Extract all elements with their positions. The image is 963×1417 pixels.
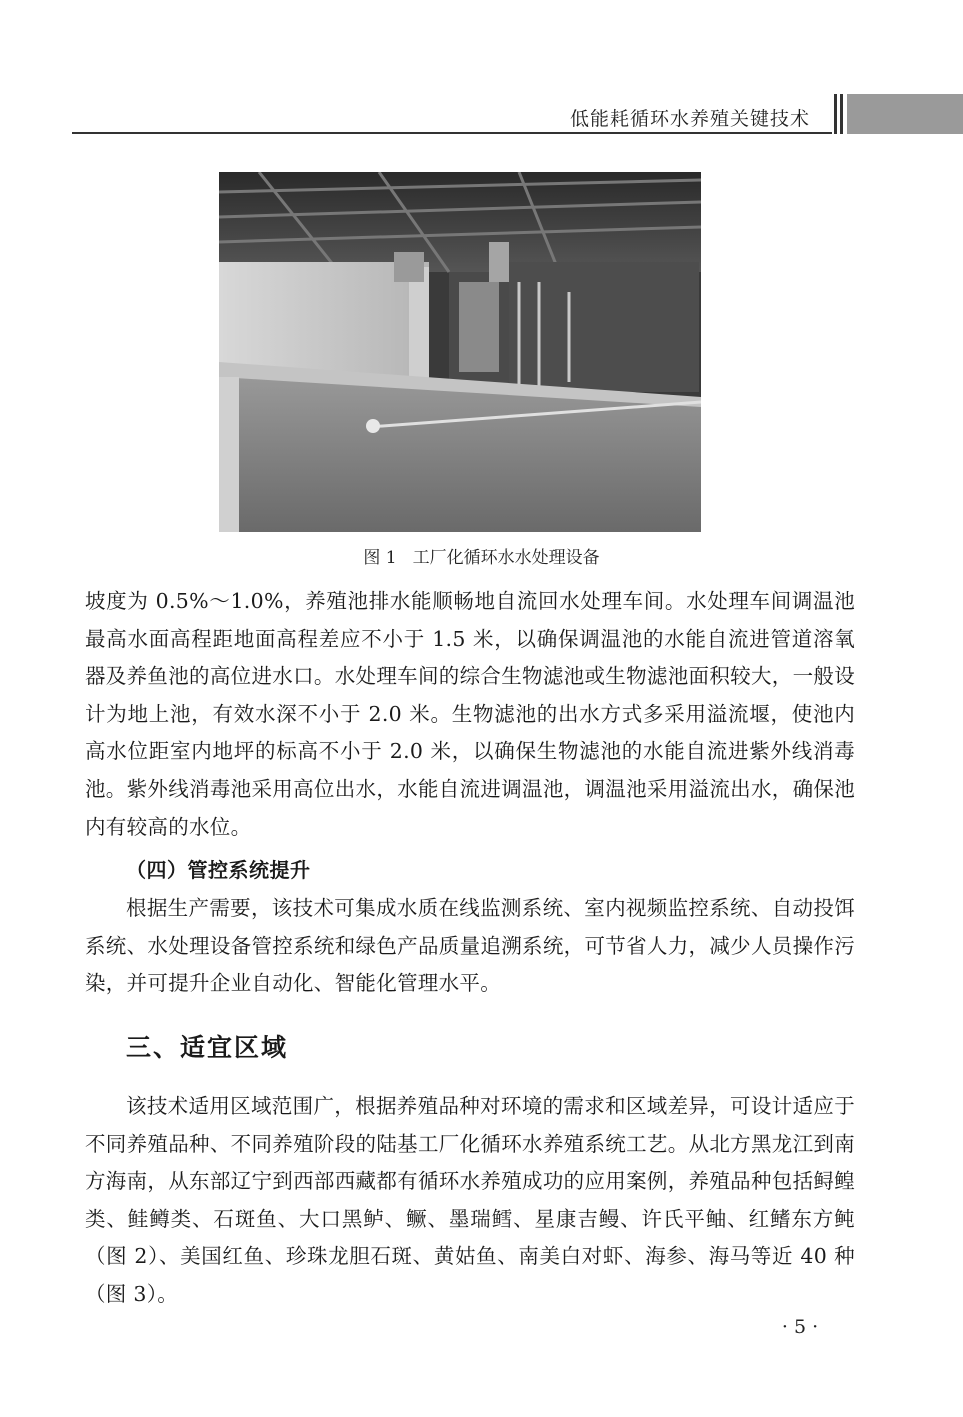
figure-number: 图 1 [363, 548, 397, 568]
header-decor-line [840, 94, 843, 134]
figure-caption [0, 543, 963, 568]
running-header-title: 低能耗循环水养殖关键技术 [569, 108, 810, 130]
paragraph-control-system: 根据生产需要，该技术可集成水质在线监测系统、室内视频监控系统、自动投饵系统、水处理设备管控系统和绿色产品质量追溯系统，可节省人力，减少人员操作污染，并可提升企业自动化、智能化管理水平。 [85, 896, 855, 996]
page-number: · 5 · [781, 1316, 819, 1338]
header-rule [72, 132, 832, 134]
header-decor-bar [847, 94, 963, 134]
paragraph-suitable-regions: 该技术适用区域范围广，根据养殖品种对环境的需求和区域差异，可设计适应于不同养殖品种、不同养殖阶段的陆基工厂化循环水养殖系统工艺。从北方黑龙江到南方海南，从东部辽宁到西部西藏都有循环水养殖成功的应用案例，养殖品种包括鲟鳇类、鲑鳟类、石斑鱼、大口黑鲈、鳜、墨瑞鳕、星康吉鳗、许氏平鲉、红鳍东方鲀（图 2）、美国红鱼、珍珠龙胆石斑、黄姑鱼、南美白对虾、海参、海马等近 40 种（图 3）。 [85, 1094, 855, 1306]
header-decor-line [834, 94, 837, 134]
figure-caption-text: 工厂化循环水水处理设备 [412, 548, 600, 568]
paragraph-drainage: 坡度为 0.5%～1.0%，养殖池排水能顺畅地自流回水处理车间。水处理车间调温池最高水面高程距地面高程差应不小于 1.5 米，以确保调温池的水能自流进管道溶氧器及养鱼池的高位进水口。水处理车间的综合生物滤池或生物滤池面积较大，一般设计为地上池，有效水深不小于 2.0 米。生物滤池的出水方式多采用溢流堰，使池内高水位距室内地坪的标高不小于 2.0 米，以确保生物滤池的水能自流进紫外线消毒池。紫外线消毒池采用高位出水，水能自流进调温池，调温池采用溢流出水，确保池内有较高的水位。 [85, 589, 855, 839]
section-heading-control-system: （四）管控系统提升 [126, 858, 311, 882]
figure-photo-water-treatment-equipment [219, 172, 701, 532]
section-heading-suitable-regions: 三、适宜区域 [126, 1033, 289, 1062]
